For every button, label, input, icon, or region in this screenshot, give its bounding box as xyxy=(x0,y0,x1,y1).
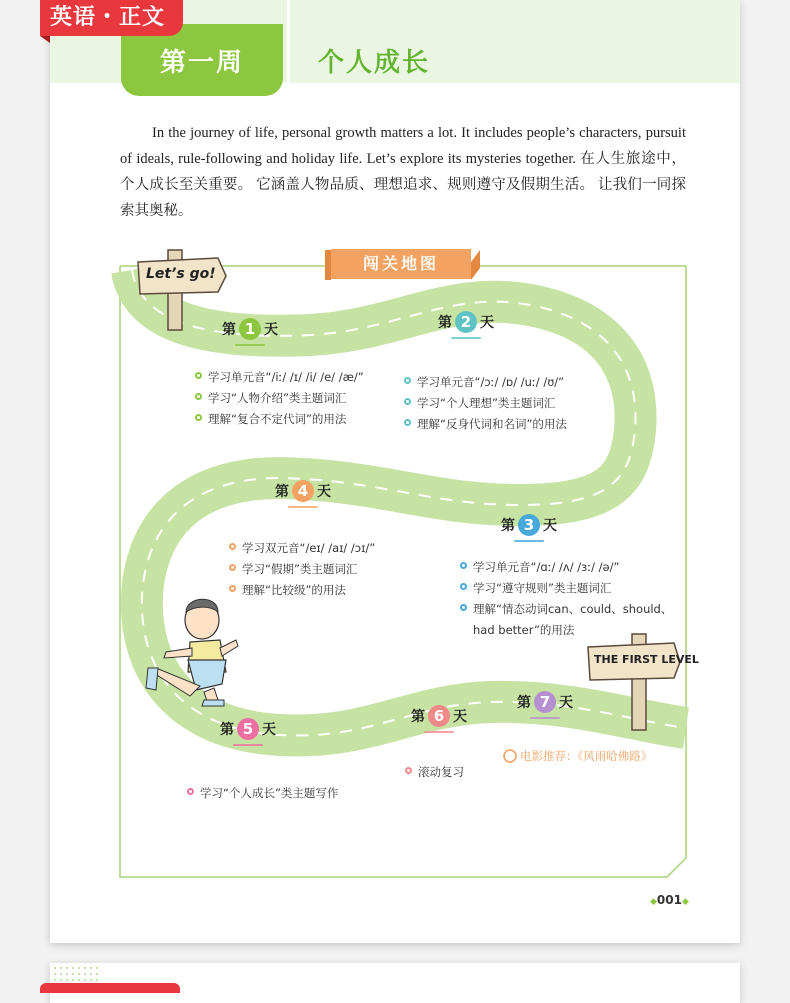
list-item xyxy=(404,393,567,414)
day-prefix: 第 xyxy=(275,484,289,500)
day-6-label xyxy=(411,705,467,727)
list-item xyxy=(404,414,567,435)
bullet-dot xyxy=(229,543,236,550)
list-item xyxy=(229,538,375,559)
bullet-dot xyxy=(195,414,202,421)
day-1-number: 1 xyxy=(239,318,261,340)
list-item xyxy=(187,783,338,804)
day-1-label xyxy=(222,318,278,340)
day-prefix: 第 xyxy=(517,695,531,711)
day-2-label xyxy=(438,311,494,333)
week-topic: 个人成长 xyxy=(318,48,431,78)
level-map xyxy=(50,0,740,943)
day-7-label xyxy=(517,691,573,713)
item-text: 学习“个人理想”类主题词汇 xyxy=(417,396,556,410)
list-item-continued xyxy=(460,620,672,641)
bullet-dot xyxy=(460,562,467,569)
book-page xyxy=(50,0,740,943)
list-item xyxy=(195,409,364,430)
list-item xyxy=(404,372,567,393)
day-prefix: 第 xyxy=(222,322,236,338)
day-5-label xyxy=(220,718,276,740)
dot-pattern xyxy=(52,965,100,985)
list-item xyxy=(460,557,672,578)
bullet-dot xyxy=(405,767,412,774)
day-prefix: 第 xyxy=(438,315,452,331)
page-number-text: 001 xyxy=(656,893,682,907)
bullet-dot xyxy=(460,604,467,611)
bullet-dot xyxy=(404,377,411,384)
day-2-items xyxy=(404,372,567,435)
item-text: 滚动复习 xyxy=(418,765,464,779)
day-6-number: 6 xyxy=(428,705,450,727)
list-item xyxy=(460,599,672,620)
end-sign-text: THE FIRST LEVEL xyxy=(594,653,699,666)
list-item xyxy=(195,388,364,409)
road-map-graphic xyxy=(50,0,740,943)
next-page-edge xyxy=(50,963,740,1003)
day-2-number: 2 xyxy=(455,311,477,333)
diamond-icon: ◆ xyxy=(681,897,689,907)
list-item xyxy=(195,367,364,388)
movie-text: 电影推荐：《风雨哈佛路》 xyxy=(520,749,653,763)
day-suffix: 天 xyxy=(559,695,573,711)
ribbon-right-edge xyxy=(471,250,480,280)
page-number xyxy=(650,893,689,907)
item-text: 理解“比较级”的用法 xyxy=(242,583,346,597)
day-4-label xyxy=(275,480,331,502)
day-prefix: 第 xyxy=(411,709,425,725)
item-text: 理解“反身代词和名词”的用法 xyxy=(417,417,567,431)
bullet-dot xyxy=(460,583,467,590)
item-text: 理解“情态动词can、could、should、 xyxy=(473,602,673,616)
item-text: 学习双元音“/eɪ/ /aɪ/ /ɔɪ/” xyxy=(242,541,376,555)
bullet-dot xyxy=(195,372,202,379)
day-prefix: 第 xyxy=(501,518,515,534)
day-suffix: 天 xyxy=(264,322,278,338)
start-sign-text: Let’s go! xyxy=(146,266,216,282)
bullet-dot xyxy=(404,419,411,426)
next-page-tab xyxy=(40,983,180,993)
day-1-items xyxy=(195,367,364,430)
item-text: 学习“个人成长”类主题写作 xyxy=(200,786,339,800)
bullet-dot xyxy=(195,393,202,400)
day-3-label xyxy=(501,514,557,536)
item-text: 学习“遵守规则”类主题词汇 xyxy=(473,581,612,595)
day-7-number: 7 xyxy=(534,691,556,713)
subject-tag: 英语・正文 xyxy=(40,0,183,36)
day-suffix: 天 xyxy=(543,518,557,534)
list-item xyxy=(405,762,464,783)
day-4-items xyxy=(229,538,375,601)
item-text: 学习单元音“/iː/ /ɪ/ /i/ /e/ /æ/” xyxy=(208,370,364,384)
day-6-items xyxy=(405,762,464,783)
day-prefix: 第 xyxy=(220,722,234,738)
item-text: 学习单元音“/ɔː/ /ɒ/ /uː/ /ʊ/” xyxy=(417,375,565,389)
bullet-dot xyxy=(187,788,194,795)
day-4-number: 4 xyxy=(292,480,314,502)
item-text: 理解“复合不定代词”的用法 xyxy=(208,412,347,426)
bullet-dot xyxy=(404,398,411,405)
map-title: 闯关地图 xyxy=(331,249,471,279)
movie-recommendation xyxy=(502,748,652,764)
list-item xyxy=(229,559,375,580)
item-text: 学习单元音“/ɑː/ /ʌ/ /ɜː/ /ə/” xyxy=(473,560,620,574)
list-item xyxy=(229,580,375,601)
week-label: 第一周 xyxy=(121,24,283,96)
day-suffix: 天 xyxy=(317,484,331,500)
day-suffix: 天 xyxy=(262,722,276,738)
item-text: 学习“人物介绍”类主题词汇 xyxy=(208,391,347,405)
day-3-items xyxy=(460,557,672,641)
intro-paragraph: In the journey of life, personal growth matters a lot. It includes people’s characters, pursuit of ideals, rule-following and holiday life. Let’s explore its mysteries together. 在人生旅途中，个人成长至关重要。 它涵盖人物品质、理想追求、规则遵守及假期生活。 让我们一同探索其奥秘。 xyxy=(120,125,686,219)
bullet-dot xyxy=(229,585,236,592)
day-suffix: 天 xyxy=(453,709,467,725)
item-text: 学习“假期”类主题词汇 xyxy=(242,562,358,576)
item-text: had better”的用法 xyxy=(473,623,575,637)
day-3-number: 3 xyxy=(518,514,540,536)
bullet-dot xyxy=(229,564,236,571)
day-5-items xyxy=(187,783,338,804)
day-5-number: 5 xyxy=(237,718,259,740)
list-item xyxy=(460,578,672,599)
day-suffix: 天 xyxy=(480,315,494,331)
diamond-icon: ◆ xyxy=(650,897,657,907)
